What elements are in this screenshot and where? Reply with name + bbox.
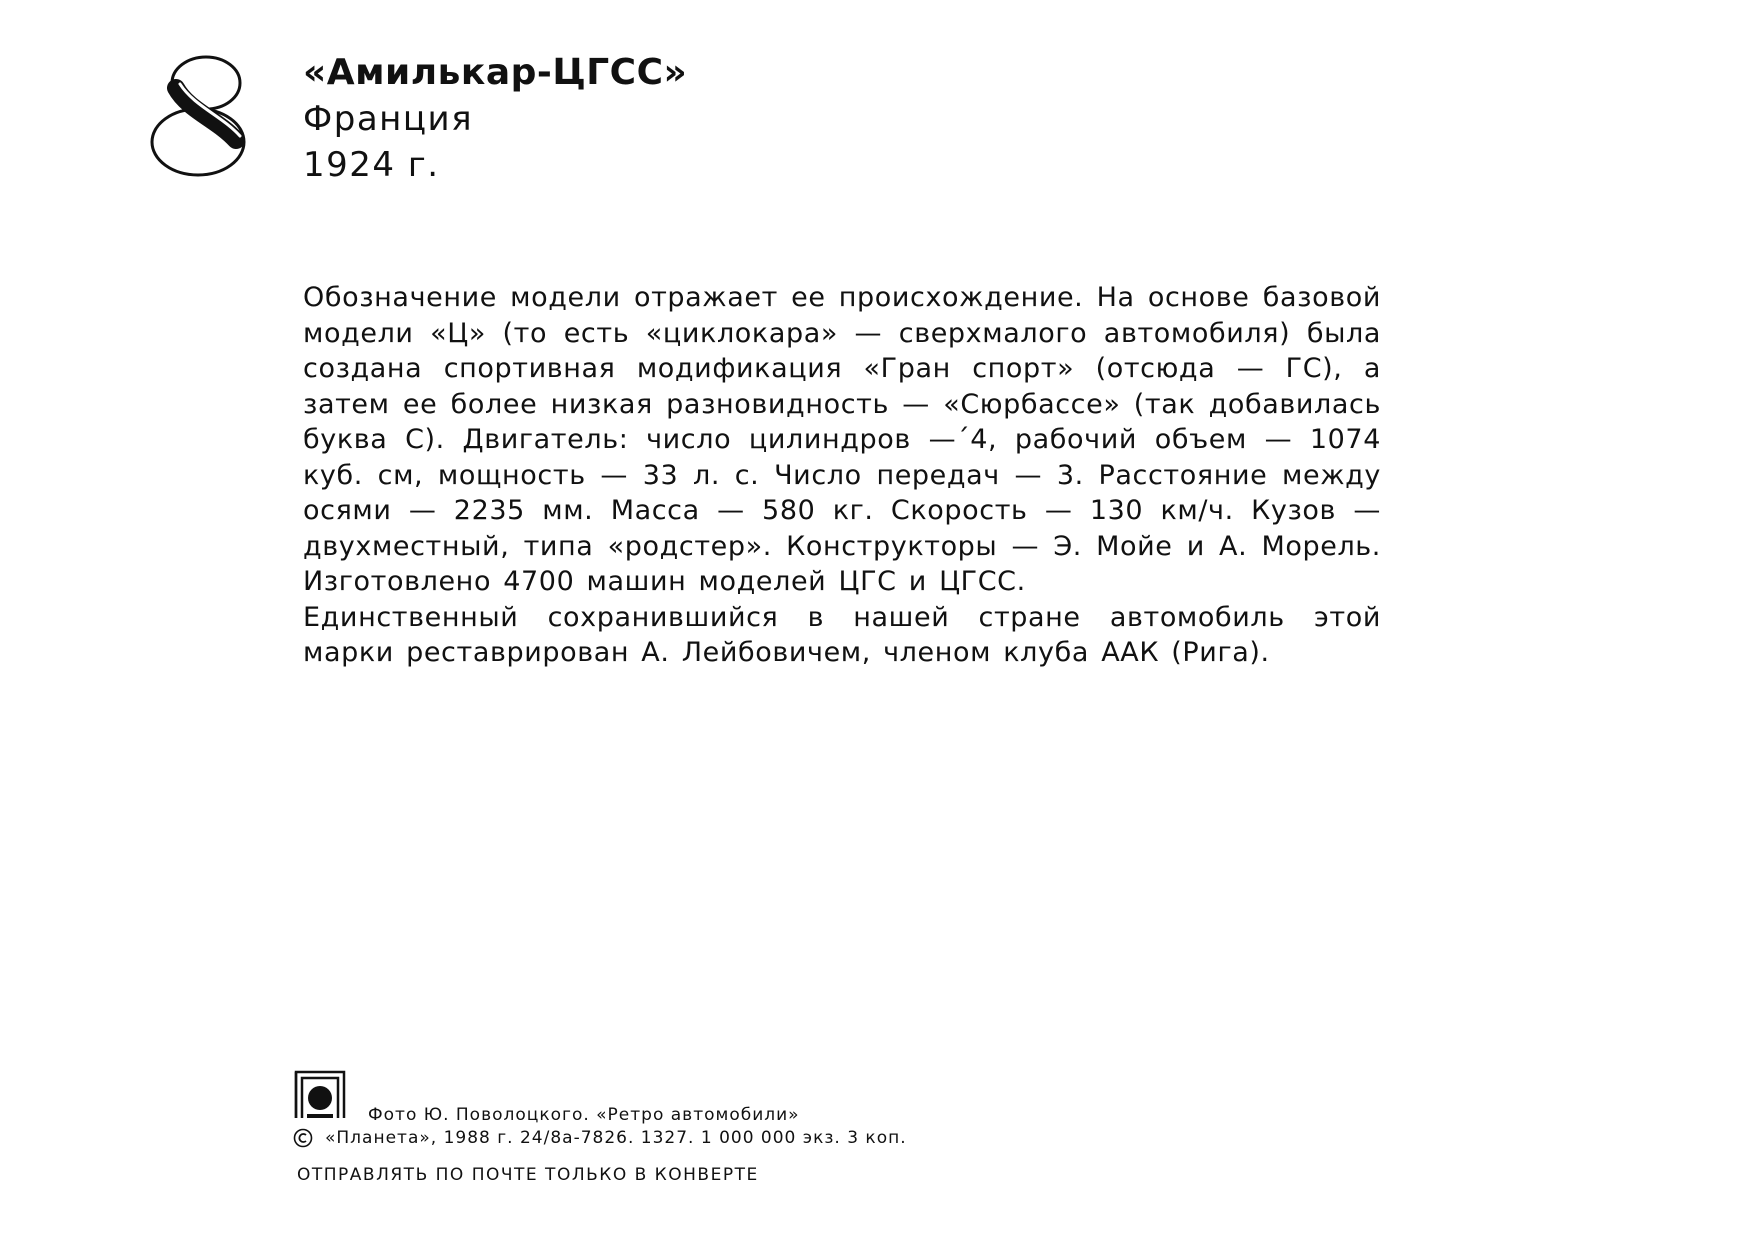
car-description bbox=[303, 280, 1381, 671]
photo-credit: Фото Ю. Поволоцкого. «Ретро автомобили» bbox=[368, 1105, 800, 1125]
description-paragraph-2: Единственный сохранившийся в нашей стране автомобиль этой марки реставрирован А. Лейбовичем, членом клуба ААК (Рига). bbox=[303, 601, 1381, 668]
numeral-eight-graphic bbox=[148, 50, 258, 180]
copyright-line bbox=[293, 1128, 907, 1148]
mail-notice: ОТПРАВЛЯТЬ ПО ПОЧТЕ ТОЛЬКО В КОНВЕРТЕ bbox=[297, 1165, 759, 1185]
copyright-text: «Планета», 1988 г. 24/8а-7826. 1327. 1 000 000 экз. 3 коп. bbox=[325, 1128, 907, 1148]
copyright-icon bbox=[293, 1128, 313, 1148]
card-number-8 bbox=[148, 50, 258, 180]
car-country: Франция bbox=[303, 99, 474, 139]
car-year: 1924 г. bbox=[303, 145, 440, 185]
car-title: «Амилькар-ЦГСС» bbox=[303, 52, 688, 93]
description-paragraph-1: Обозначение модели отражает ее происхождение. На основе базовой модели «Ц» (то есть «циклокара» — сверхмалого автомобиля) была создана спортивная модификация «Гран спорт» (отсюда — ГС), а затем ее более низкая разновидность — «Сюрбассе» (так добавилась буква С). Двигатель: число цилиндров —´4, рабочий объем — 1074 куб. см, мощность — 33 л. с. Число передач — 3. Расстояние между осями — 2235 мм. Масса — 580 кг. Скорость — 130 км/ч. Кузов — двухместный, типа «родстер». Конструкторы — Э. Мойе и А. Морель. Изготовлено 4700 машин моделей ЦГС и ЦГСС. bbox=[303, 282, 1381, 597]
card-header bbox=[303, 50, 687, 188]
publisher-logo-icon bbox=[293, 1068, 347, 1120]
